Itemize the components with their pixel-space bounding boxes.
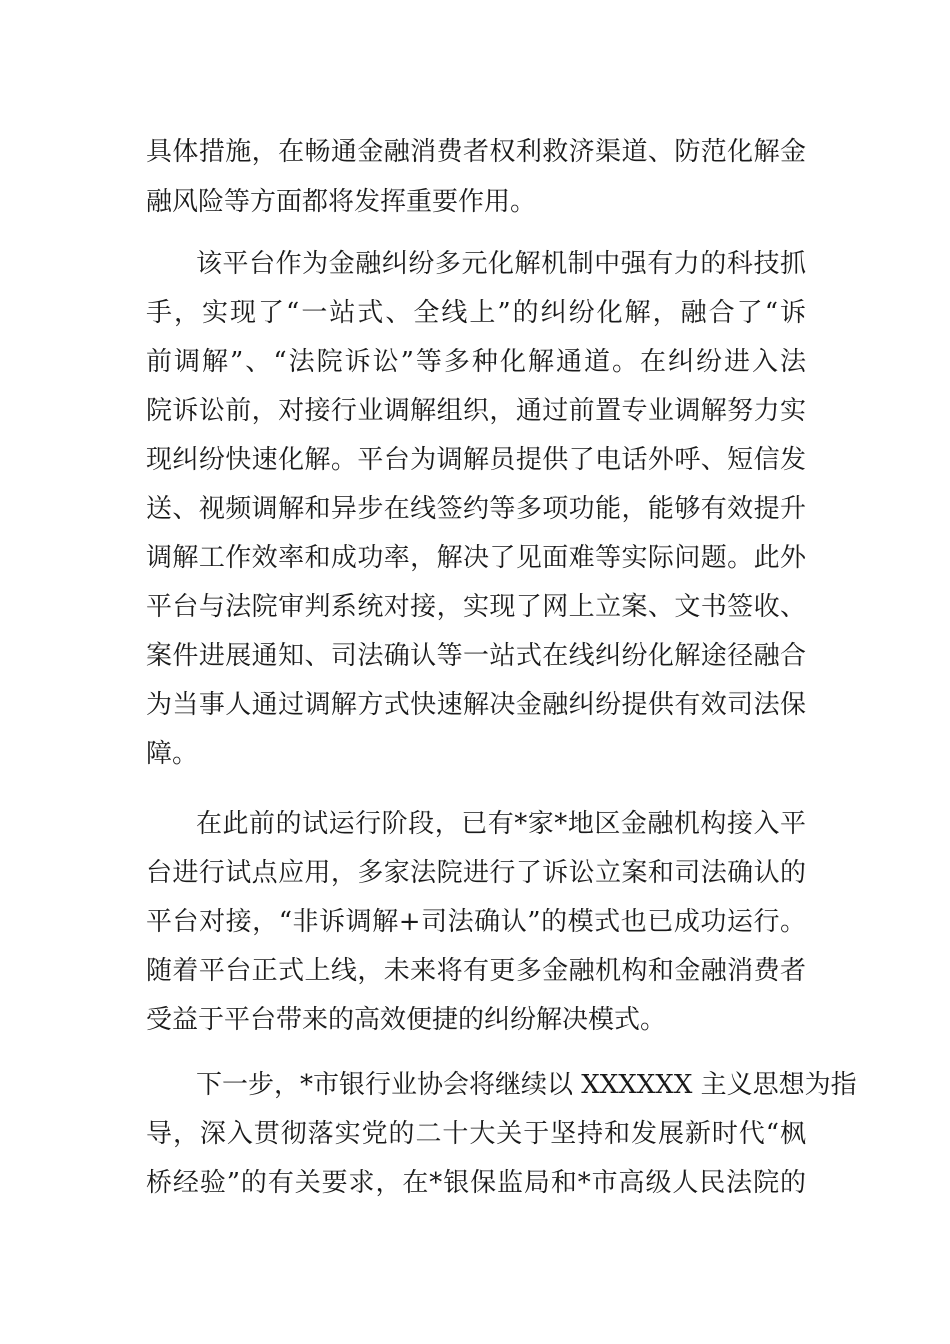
text-line: 调解工作效率和成功率，解决了见面难等实际问题。此外 xyxy=(146,543,806,573)
text-line: 手，实现了“一站式、全线上”的纠纷化解，融合了“诉 xyxy=(146,298,806,328)
text-line: 桥经验”的有关要求，在*银保监局和*市高级人民法院的 xyxy=(146,1168,806,1198)
paragraph-start-line: 下一步，*市银行业协会将继续以 XXXXXX 主义思想为指 xyxy=(196,1070,857,1100)
text-line: 前调解”、“法院诉讼”等多种化解通道。在纠纷进入法 xyxy=(146,347,806,377)
text-line: 平台对接，“非诉调解+司法确认”的模式也已成功运行。 xyxy=(146,907,806,937)
text-line: 案件进展通知、司法确认等一站式在线纠纷化解途径融合 xyxy=(146,641,806,671)
text-line: 送、视频调解和异步在线签约等多项功能，能够有效提升 xyxy=(146,494,806,524)
text-line: 平台与法院审判系统对接，实现了网上立案、文书签收、 xyxy=(146,592,806,622)
paragraph-start-line: 该平台作为金融纠纷多元化解机制中强有力的科技抓 xyxy=(196,249,806,279)
text-line: 台进行试点应用，多家法院进行了诉讼立案和司法确认的 xyxy=(146,858,806,888)
text-line: 院诉讼前，对接行业调解组织，通过前置专业调解努力实 xyxy=(146,396,806,426)
text-line: 受益于平台带来的高效便捷的纠纷解决模式。 xyxy=(146,1005,667,1035)
text-line: 现纠纷快速化解。平台为调解员提供了电话外呼、短信发 xyxy=(146,445,806,475)
text-line: 导，深入贯彻落实党的二十大关于坚持和发展新时代“枫 xyxy=(146,1119,806,1149)
paragraph-start-line: 在此前的试运行阶段，已有*家*地区金融机构接入平 xyxy=(196,809,806,839)
text-line: 随着平台正式上线，未来将有更多金融机构和金融消费者 xyxy=(146,956,806,986)
text-line: 障。 xyxy=(146,739,199,769)
text-line: 融风险等方面都将发挥重要作用。 xyxy=(146,187,537,217)
text-line: 为当事人通过调解方式快速解决金融纠纷提供有效司法保 xyxy=(146,690,806,720)
text-line: 具体措施，在畅通金融消费者权利救济渠道、防范化解金 xyxy=(146,137,806,167)
